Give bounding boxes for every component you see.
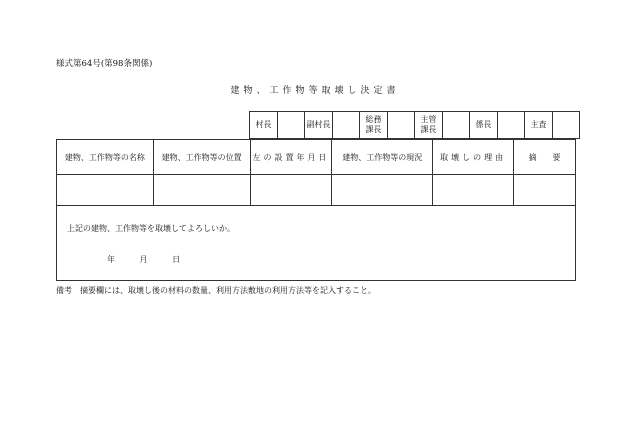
date-year: 年 xyxy=(107,255,115,264)
footnote: 備考 摘要欄には、取壊し後の材料の数量、利用方法敷地の利用方法等を記入すること。 xyxy=(56,286,376,295)
cell-location[interactable] xyxy=(153,175,250,206)
date-month: 月 xyxy=(139,255,148,264)
header-summary: 摘 要 xyxy=(514,140,576,175)
cell-summary[interactable] xyxy=(514,175,576,206)
approval-label-section-head: 係長 xyxy=(470,112,498,139)
approval-label-deputy-mayor: 副村長 xyxy=(305,112,333,139)
approval-stamp-supervisor[interactable] xyxy=(553,112,580,139)
approval-stamp-table xyxy=(249,111,580,139)
document-title: 建物、工作物等取壊し決定書 xyxy=(230,86,400,96)
approval-label-supervisor: 主査 xyxy=(525,112,553,139)
header-name: 建物、工作物等の名称 xyxy=(57,140,154,175)
approval-label-general-affairs-chief: 総務 課長 xyxy=(360,112,388,139)
header-location: 建物、工作物等の位置 xyxy=(153,140,250,175)
cell-install-date[interactable] xyxy=(250,175,332,206)
date-line xyxy=(107,254,575,265)
date-day: 日 xyxy=(172,255,181,264)
approval-stamp-deputy-mayor[interactable] xyxy=(333,112,360,139)
approval-label-mayor: 村長 xyxy=(250,112,278,139)
approval-stamp-managing-chief[interactable] xyxy=(443,112,470,139)
approval-stamp-general-affairs-chief[interactable] xyxy=(388,112,415,139)
approval-stamp-mayor[interactable] xyxy=(278,112,305,139)
demolition-table xyxy=(56,139,576,281)
approval-stamp-section-head[interactable] xyxy=(498,112,525,139)
header-install-date: 左の設置年月日 xyxy=(250,140,332,175)
header-condition: 建物、工作物等の現況 xyxy=(332,140,433,175)
form-number: 様式第64号(第98条関係) xyxy=(56,59,153,69)
header-reason: 取壊しの理由 xyxy=(433,140,514,175)
approval-label-managing-chief: 主管 課長 xyxy=(415,112,443,139)
cell-name[interactable] xyxy=(57,175,154,206)
approval-remark-cell xyxy=(57,206,576,281)
remark-text: 上記の建物、工作物等を取壊してよろしいか。 xyxy=(67,224,235,233)
cell-condition[interactable] xyxy=(332,175,433,206)
cell-reason[interactable] xyxy=(433,175,514,206)
